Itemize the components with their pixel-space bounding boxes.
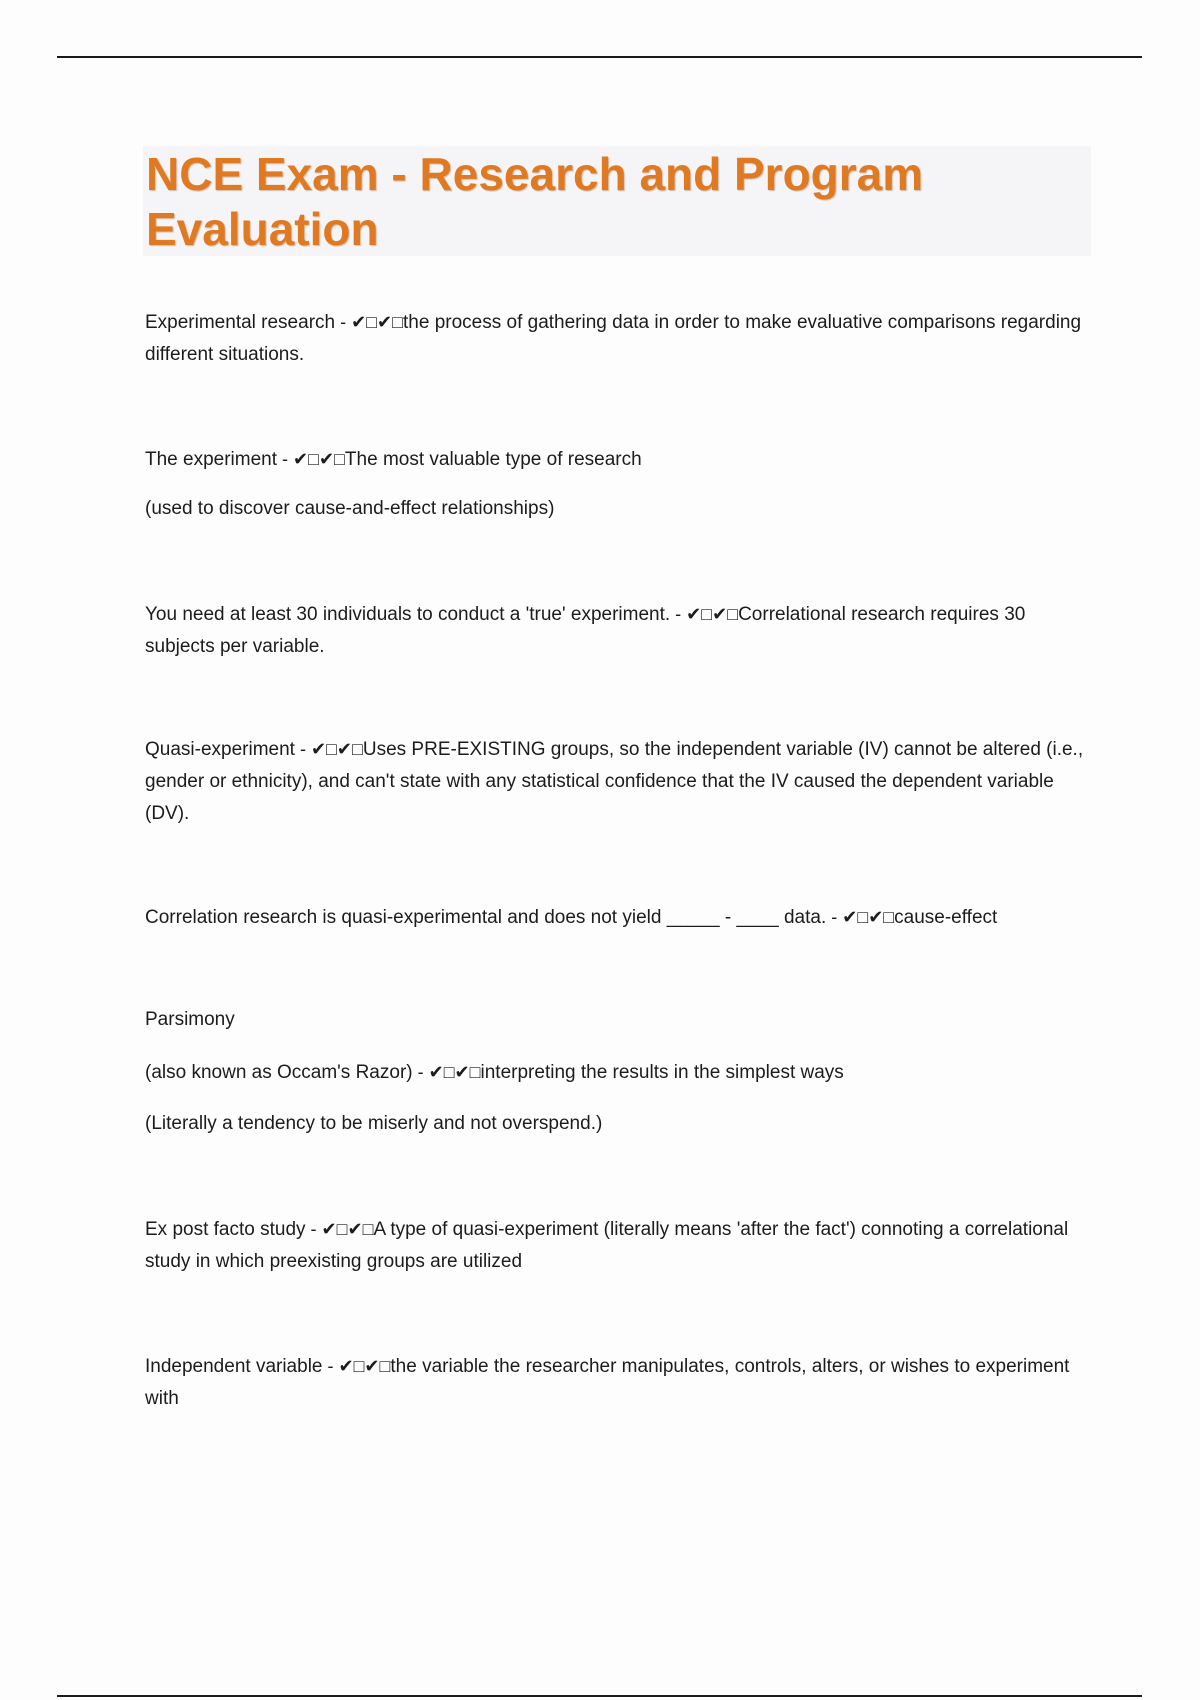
entry-correlation-research — [145, 901, 1095, 934]
entry-definition: Correlational research requires 30 subjects per variable. — [145, 604, 1026, 657]
entry-term: You need at least 30 individuals to conduct a 'true' experiment. — [145, 604, 671, 625]
entry-term: Experimental research — [145, 312, 336, 333]
entry-the-experiment — [145, 443, 1095, 476]
entry-definition: the process of gathering data in order to make evaluative comparisons regarding different situations. — [145, 312, 1082, 365]
entry-note: (used to discover cause-and-effect relationships) — [145, 498, 555, 519]
answer-separator: - ✔□✔□ — [670, 604, 739, 624]
entry-ex-post-facto — [145, 1213, 1095, 1278]
entry-quasi-experiment — [145, 733, 1095, 830]
entry-term: Quasi-experiment — [145, 739, 295, 760]
answer-separator: - ✔□✔□ — [322, 1356, 391, 1376]
entry-independent-variable — [145, 1350, 1095, 1415]
entry-term: The experiment — [145, 449, 278, 470]
entry-definition: A type of quasi-experiment (literally means 'after the fact') connoting a correlational study in which preexisting groups are utilized — [145, 1219, 1069, 1272]
entry-experimental-research — [145, 306, 1095, 371]
answer-separator: - ✔□✔□ — [305, 1219, 374, 1239]
entry-definition: interpreting the results in the simplest ways — [480, 1062, 844, 1083]
answer-separator: - ✔□✔□ — [826, 907, 895, 927]
answer-separator: - ✔□✔□ — [335, 312, 403, 332]
footer-rule — [57, 1695, 1142, 1697]
entry-definition: The most valuable type of research — [344, 449, 642, 470]
entry-definition: the variable the researcher manipulates, controls, alters, or wishes to experiment with — [145, 1356, 1070, 1409]
entry-term: Ex post facto study — [145, 1219, 306, 1240]
entry-definition: cause-effect — [894, 907, 998, 928]
entry-note: (Literally a tendency to be miserly and not overspend.) — [145, 1113, 603, 1134]
entry-term: (also known as Occam's Razor) — [145, 1062, 413, 1083]
header-rule — [57, 56, 1142, 58]
entry-true-experiment — [145, 598, 1095, 663]
entry-parsimony — [145, 1056, 1095, 1089]
answer-separator: - ✔□✔□ — [277, 449, 345, 469]
page-title: NCE Exam - Research and Program Evaluation — [146, 148, 924, 255]
entry-parsimony-heading: Parsimony — [145, 1009, 235, 1030]
answer-separator: - ✔□✔□ — [412, 1062, 481, 1082]
entry-definition: Uses PRE-EXISTING groups, so the independent variable (IV) cannot be altered (i.e., gender or ethnicity), and can't state with any statistical confidence that the IV caused the dependent variable (DV). — [145, 739, 1084, 824]
entry-term: Correlation research is quasi-experimental and does not yield _____ - ____ data. — [145, 907, 827, 928]
answer-separator: - ✔□✔□ — [294, 739, 363, 759]
entry-term: Independent variable — [145, 1356, 323, 1377]
